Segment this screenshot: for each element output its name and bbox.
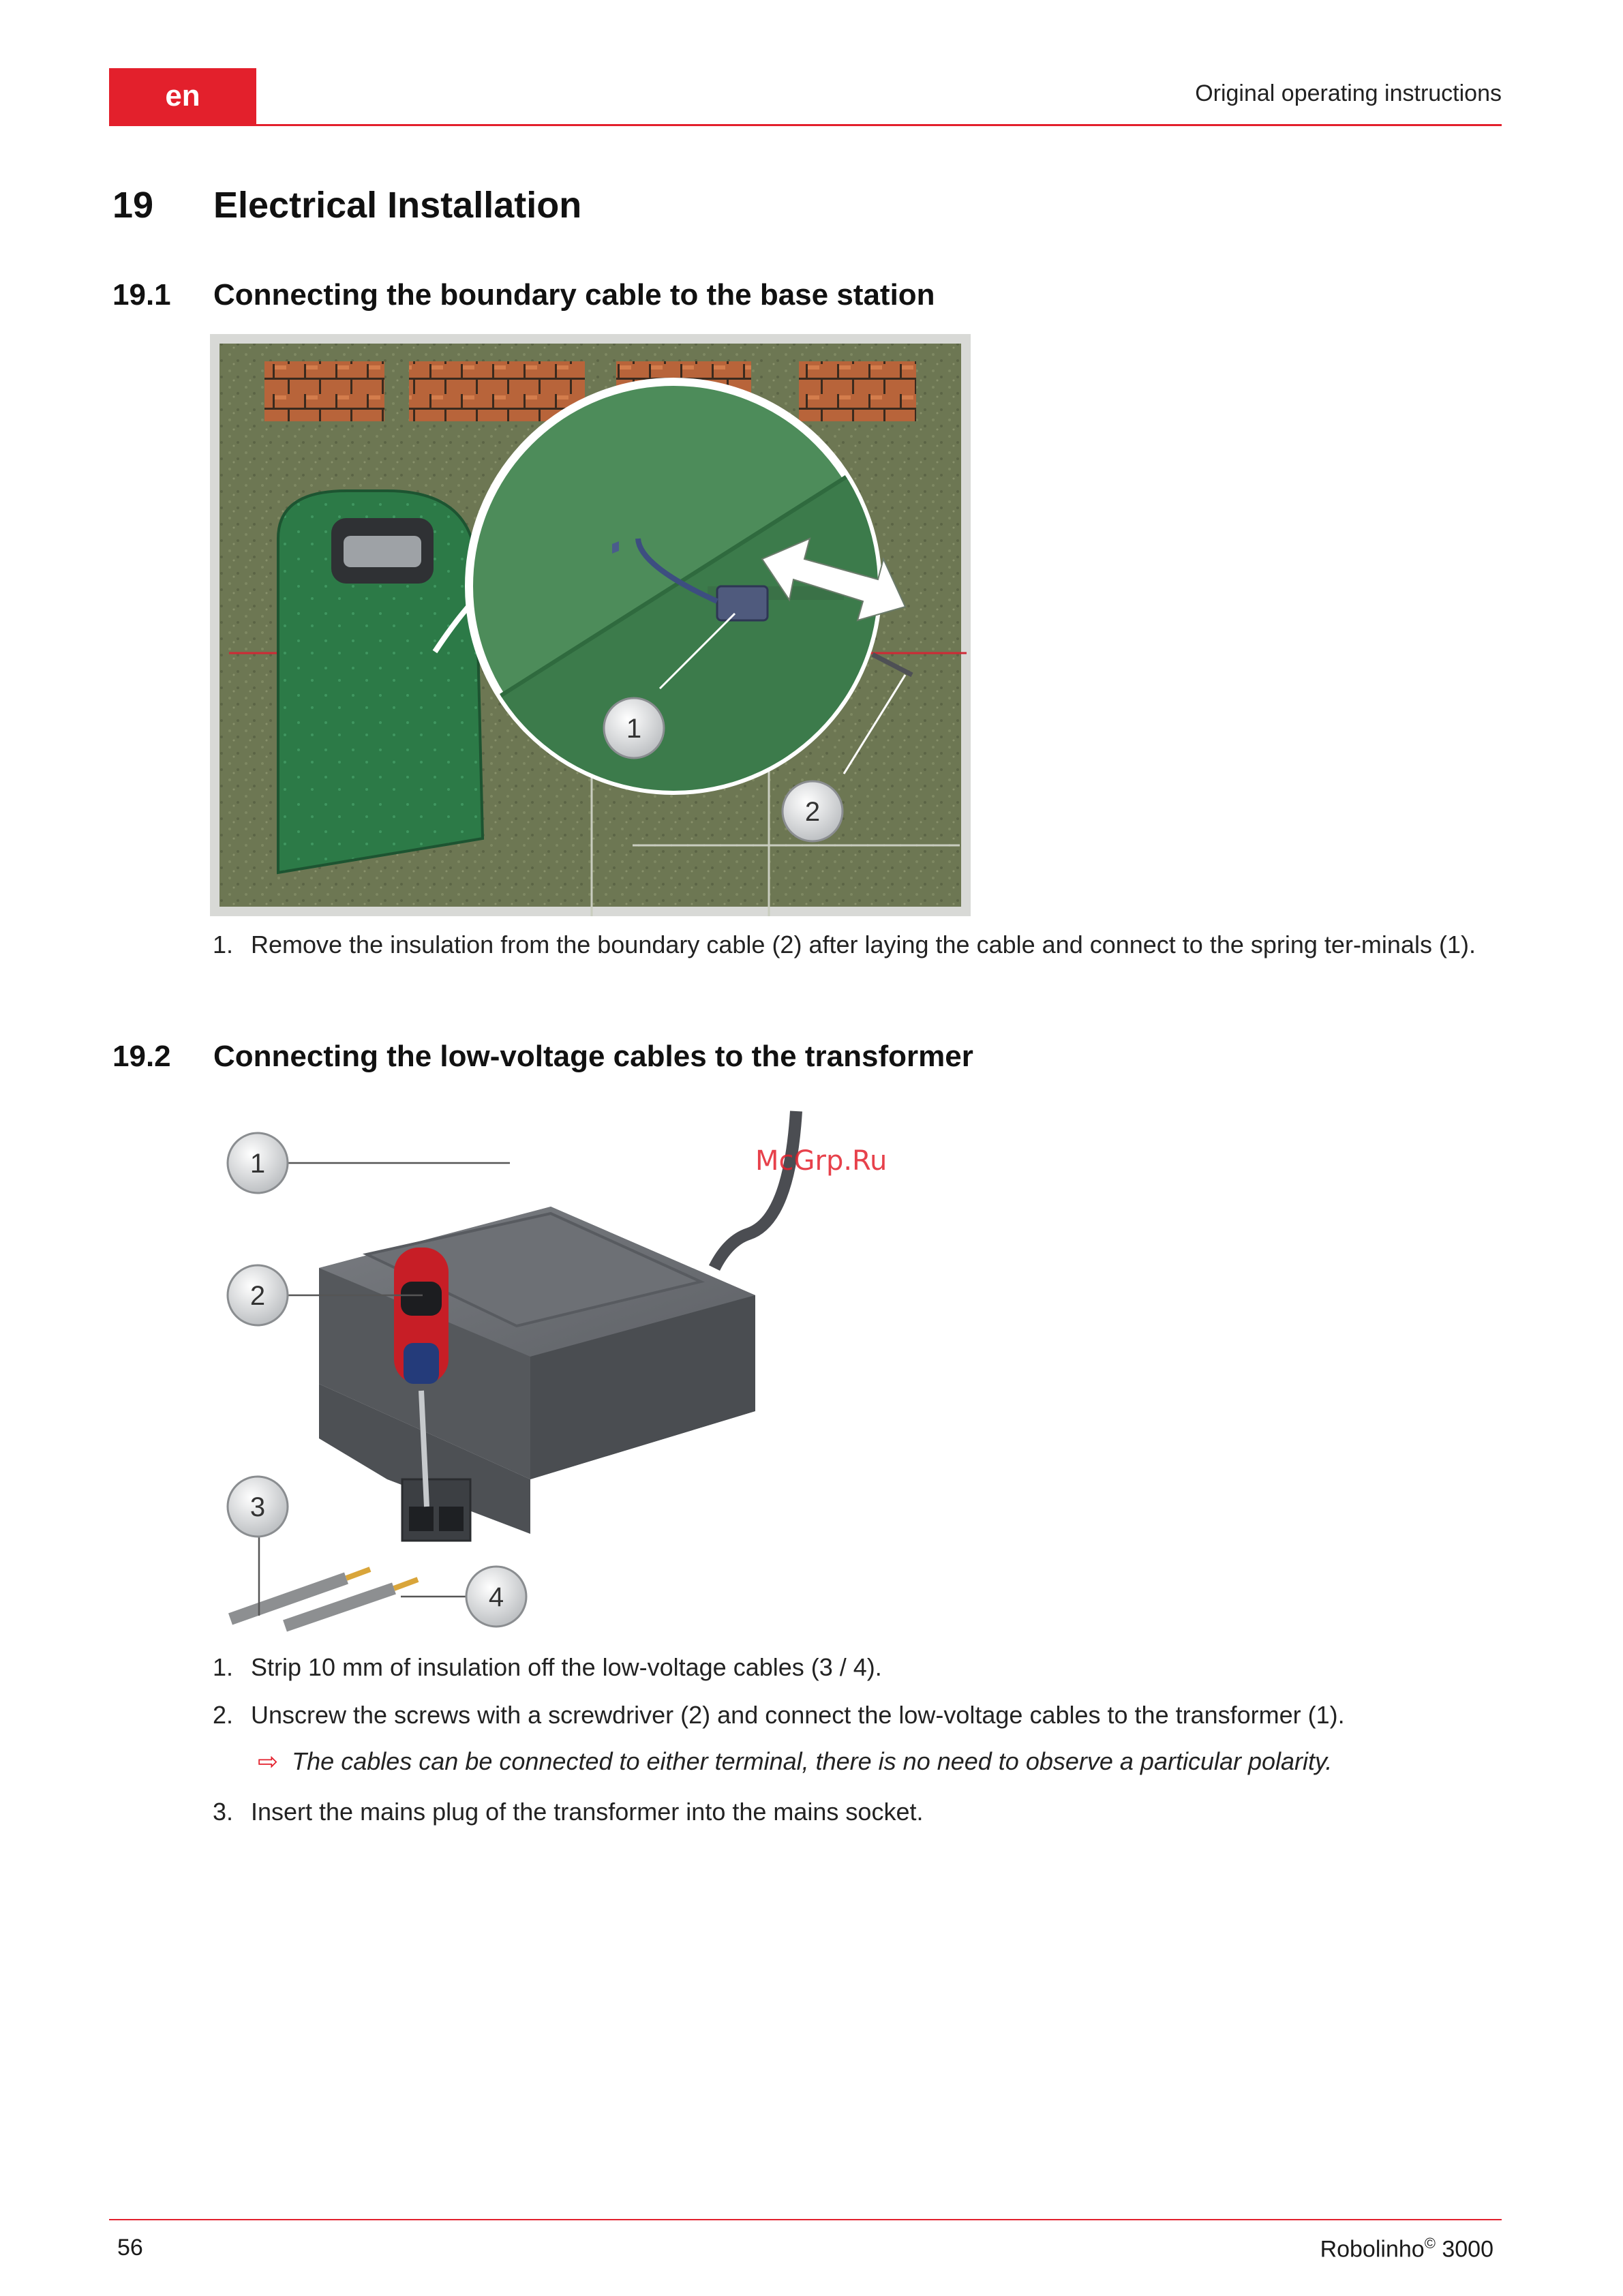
step-text: Unscrew the screws with a screwdriver (2) and connect the low-voltage cables to the transformer (1). [251,1701,1345,1729]
result-arrow-icon: ⇨ [258,1747,279,1775]
callout-4: 4 [488,1582,504,1612]
section-title: Connecting the low-voltage cables to the transformer [213,1040,973,1073]
callout-1: 1 [249,1149,266,1179]
page-number: 56 [117,2235,143,2261]
callout-3: 3 [249,1492,266,1522]
section-heading-19-2 [112,1040,973,1074]
footer-rule [109,2219,1502,2220]
header-rule [109,124,1502,126]
step-19-2-1 [213,1650,1508,1685]
product-brand: Robolinho [1320,2236,1425,2263]
section-title: Connecting the boundary cable to the base station [213,278,935,312]
watermark: McGrp.Ru [755,1145,888,1177]
callout-2: 2 [249,1281,266,1311]
chapter-title: Electrical Installation [213,185,582,226]
result-text: The cables can be connected to either terminal, there is no need to observe a particular polarity. [292,1747,1333,1775]
step-result [258,1744,1505,1779]
step-text: Strip 10 mm of insulation off the low-voltage cables (3 / 4). [251,1653,882,1681]
step-19-2-3 [213,1794,1508,1830]
step-index: 1. [213,1653,234,1681]
language-tab: en [109,68,256,124]
step-19-2-2 [213,1697,1508,1733]
chapter-number: 19 [112,185,154,226]
base-station-figure [210,334,971,916]
transformer-figure [210,1098,823,1643]
product-model: 3000 [1442,2236,1493,2263]
step-text: Remove the insulation from the boundary cable (2) after laying the cable and connect to the spring ter-minals (1). [251,931,1476,958]
product-name [1320,2235,1493,2263]
callout-1: 1 [626,714,642,744]
section-number: 19.2 [112,1040,171,1073]
copyright-mark: © [1424,2235,1436,2252]
chapter-heading [112,184,581,226]
header-title: Original operating instructions [1195,80,1502,106]
section-number: 19.1 [112,278,171,312]
step-index: 3. [213,1798,234,1826]
step-19-1-1 [213,927,1508,998]
step-text: Insert the mains plug of the transformer into the mains socket. [251,1798,924,1826]
step-index: 1. [213,931,234,958]
step-index: 2. [213,1701,234,1729]
callout-2: 2 [804,797,821,827]
section-heading-19-1 [112,278,935,312]
